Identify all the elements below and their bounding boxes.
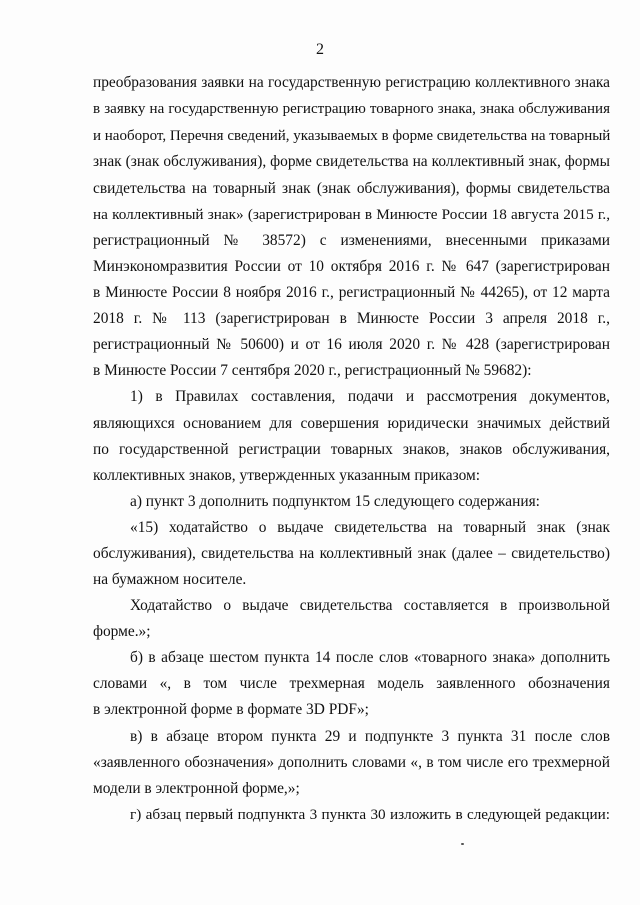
text-line: коллективных знаков, утвержденных указанным приказом:	[93, 467, 481, 484]
paragraph-start: «15) ходатайство о выдаче свидетельства на товарный знак (знак	[130, 519, 610, 536]
text-line: в Минюсте России 8 ноября 2016 г., регистрационный № 44265), от 12 марта	[93, 284, 610, 301]
text-line: «заявленного обозначения» дополнить словами «, в том числе его трехмерной	[93, 754, 610, 771]
text-line: в Минюсте России 7 сентября 2020 г., регистрационный № 59682):	[93, 362, 532, 379]
text-line: на бумажном носителе.	[93, 571, 247, 588]
text-line: в электронной форме в формате 3D PDF»;	[93, 701, 369, 718]
text-line: в заявку на государственную регистрацию товарного знака, знака обслуживания	[93, 101, 610, 117]
text-line: форме.»;	[93, 623, 151, 640]
text-line: регистрационный № 50600) и от 16 июля 2020 г. № 428 (зарегистрирован	[93, 336, 610, 353]
text-line: на коллективный знак» (зарегистрирован в Минюсте России 18 августа 2015 г.,	[93, 206, 610, 223]
text-line: являющихся основанием для совершения юридически значимых действий	[93, 415, 610, 432]
scan-speck	[461, 843, 464, 845]
text-line: преобразования заявки на государственную регистрацию коллективного знака	[93, 74, 610, 91]
paragraph-start: 1) в Правилах составления, подачи и рассмотрения документов,	[130, 388, 610, 405]
text-line: 2018 г. № 113 (зарегистрирован в Минюсте России 3 апреля 2018 г.,	[93, 310, 610, 327]
text-line: словами «, в том числе трехмерная модель заявленного обозначения	[93, 675, 610, 692]
text-line: знак (знак обслуживания), форме свидетельства на коллективный знак, формы	[93, 153, 610, 170]
paragraph-start: в) в абзаце втором пункта 29 и подпункте 3 пункта 31 после слов	[130, 728, 610, 745]
text-line: по государственной регистрации товарных знаков, знаков обслуживания,	[93, 441, 610, 458]
paragraph-start: г) абзац первый подпункта 3 пункта 30 изложить в следующей редакции:	[130, 806, 610, 823]
paragraph-start: б) в абзаце шестом пункта 14 после слов «товарного знака» дополнить	[130, 649, 610, 666]
text-line: Минэкономразвития России от 10 октября 2016 г. № 647 (зарегистрирован	[93, 258, 610, 275]
page-number: 2	[316, 41, 324, 58]
text-line: обслуживания), свидетельства на коллективный знак (далее – свидетельство)	[93, 545, 610, 562]
text-line: и наоборот, Перечня сведений, указываемых в форме свидетельства на товарный	[93, 128, 611, 144]
text-line: модели в электронной форме,»;	[93, 780, 300, 797]
text-line: регистрационный № 38572) с изменениями, внесенными приказами	[93, 232, 610, 249]
paragraph-start: Ходатайство о выдаче свидетельства составляется в произвольной	[130, 597, 610, 614]
text-line: свидетельства на товарный знак (знак обслуживания), формы свидетельства	[93, 180, 610, 197]
paragraph-start: а) пункт 3 дополнить подпунктом 15 следующего содержания:	[130, 493, 540, 510]
